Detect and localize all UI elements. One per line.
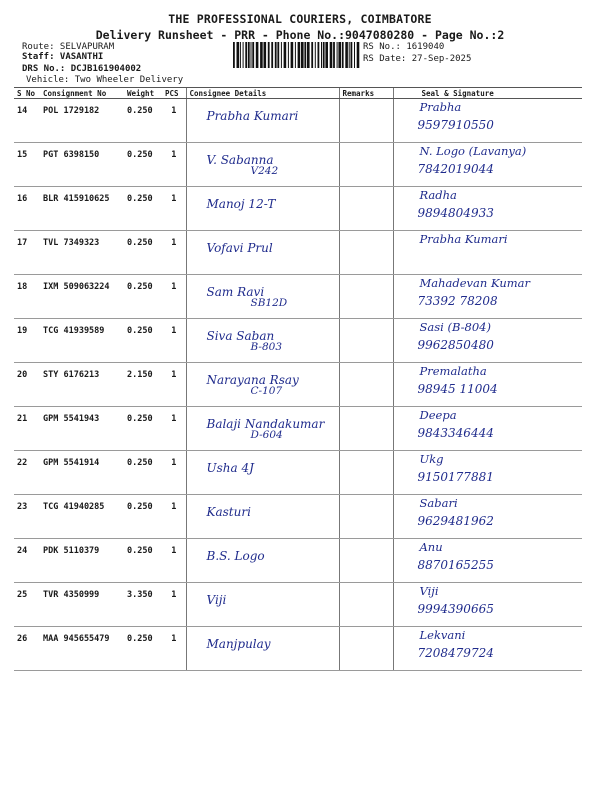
row-consignment-no: STY 6176213 bbox=[40, 363, 124, 407]
consignee-handwriting: Viji bbox=[206, 593, 227, 607]
signature-handwriting: Lekvani bbox=[419, 628, 466, 642]
row-sno: 14 bbox=[14, 99, 40, 143]
row-signature bbox=[393, 187, 582, 231]
table-row bbox=[14, 363, 582, 407]
row-remarks bbox=[339, 495, 393, 539]
row-signature bbox=[393, 99, 582, 143]
consignee-handwriting: B.S. Logo bbox=[206, 549, 265, 563]
row-consignment-no: PGT 6398150 bbox=[40, 143, 124, 187]
row-sno: 15 bbox=[14, 143, 40, 187]
row-weight: 0.250 bbox=[124, 495, 162, 539]
document-title: THE PROFESSIONAL COURIERS, COIMBATORE bbox=[168, 12, 432, 26]
consignee-handwriting: Sam Ravi bbox=[206, 285, 265, 299]
row-remarks bbox=[339, 187, 393, 231]
row-sno: 24 bbox=[14, 539, 40, 583]
signature-phone: 9843346444 bbox=[417, 426, 494, 440]
row-remarks bbox=[339, 539, 393, 583]
col-header-remarks: Remarks bbox=[339, 88, 393, 99]
consignee-handwriting: V. Sabanna bbox=[206, 153, 274, 167]
signature-phone: 8870165255 bbox=[417, 558, 494, 572]
row-pcs: 1 bbox=[162, 583, 186, 627]
row-consignee bbox=[186, 187, 339, 231]
drs-number: DRS No.: DCJB161904002 bbox=[22, 64, 142, 74]
consignee-handwriting: Siva Saban bbox=[206, 329, 275, 343]
barcode-icon bbox=[233, 42, 361, 68]
row-sno: 21 bbox=[14, 407, 40, 451]
signature-handwriting: Mahadevan Kumar bbox=[419, 276, 530, 290]
row-consignee bbox=[186, 275, 339, 319]
table-row bbox=[14, 539, 582, 583]
row-weight: 0.250 bbox=[124, 319, 162, 363]
row-pcs: 1 bbox=[162, 99, 186, 143]
row-signature bbox=[393, 495, 582, 539]
row-signature bbox=[393, 319, 582, 363]
row-remarks bbox=[339, 275, 393, 319]
signature-handwriting: N. Logo (Lavanya) bbox=[419, 144, 527, 158]
row-remarks bbox=[339, 99, 393, 143]
table-row bbox=[14, 583, 582, 627]
row-pcs: 1 bbox=[162, 275, 186, 319]
consignee-flat: B-803 bbox=[250, 341, 282, 353]
signature-phone: 9597910550 bbox=[417, 118, 494, 132]
row-remarks bbox=[339, 319, 393, 363]
row-pcs: 1 bbox=[162, 451, 186, 495]
signature-phone: 9894804933 bbox=[417, 206, 494, 220]
row-consignee bbox=[186, 583, 339, 627]
signature-handwriting: Viji bbox=[419, 584, 439, 598]
row-consignment-no: TCG 41939589 bbox=[40, 319, 124, 363]
row-signature bbox=[393, 451, 582, 495]
table-row bbox=[14, 407, 582, 451]
signature-phone: 7842019044 bbox=[417, 162, 494, 176]
rs-number: RS No.: 1619040 bbox=[363, 42, 445, 52]
table-row bbox=[14, 231, 582, 275]
col-header-consignment: Consignment No bbox=[40, 88, 124, 99]
signature-phone: 98945 11004 bbox=[417, 382, 498, 396]
signature-handwriting: Ukg bbox=[419, 452, 444, 466]
table-header-row bbox=[14, 88, 582, 99]
consignee-flat: D-604 bbox=[250, 429, 283, 441]
row-remarks bbox=[339, 231, 393, 275]
consignee-handwriting: Vofavi Prul bbox=[206, 241, 273, 255]
row-consignment-no: IXM 509063224 bbox=[40, 275, 124, 319]
col-header-consignee: Consignee Details bbox=[186, 88, 339, 99]
row-weight: 0.250 bbox=[124, 187, 162, 231]
signature-handwriting: Premalatha bbox=[419, 364, 487, 378]
signature-handwriting: Sabari bbox=[419, 496, 458, 510]
table-row bbox=[14, 495, 582, 539]
col-header-weight: Weight bbox=[124, 88, 162, 99]
row-weight: 0.250 bbox=[124, 451, 162, 495]
signature-phone: 9994390665 bbox=[417, 602, 494, 616]
row-weight: 3.350 bbox=[124, 583, 162, 627]
row-sno: 26 bbox=[14, 627, 40, 671]
row-consignee bbox=[186, 495, 339, 539]
rs-date: RS Date: 27-Sep-2025 bbox=[363, 54, 472, 64]
consignee-flat: V242 bbox=[250, 165, 279, 177]
vehicle-label: Vehicle: Two Wheeler Delivery bbox=[26, 75, 184, 85]
consignee-handwriting: Balaji Nandakumar bbox=[206, 417, 325, 431]
table-row bbox=[14, 451, 582, 495]
row-sno: 16 bbox=[14, 187, 40, 231]
row-pcs: 1 bbox=[162, 143, 186, 187]
row-signature bbox=[393, 583, 582, 627]
row-remarks bbox=[339, 407, 393, 451]
signature-handwriting: Anu bbox=[419, 540, 443, 554]
row-consignment-no: TVL 7349323 bbox=[40, 231, 124, 275]
route-label: Route: SELVAPURAM bbox=[22, 42, 115, 52]
row-weight: 0.250 bbox=[124, 407, 162, 451]
consignee-handwriting: Prabha Kumari bbox=[206, 109, 299, 123]
col-header-sno: S No bbox=[14, 88, 40, 99]
row-signature bbox=[393, 539, 582, 583]
row-remarks bbox=[339, 583, 393, 627]
table-row bbox=[14, 99, 582, 143]
consignee-handwriting: Narayana Rsay bbox=[206, 373, 299, 387]
col-header-signature: Seal & Signature bbox=[393, 88, 582, 99]
row-pcs: 1 bbox=[162, 363, 186, 407]
consignee-handwriting: Kasturi bbox=[206, 505, 251, 519]
row-pcs: 1 bbox=[162, 319, 186, 363]
signature-phone: 73392 78208 bbox=[417, 294, 498, 308]
row-consignee bbox=[186, 143, 339, 187]
row-consignee bbox=[186, 231, 339, 275]
row-sno: 25 bbox=[14, 583, 40, 627]
row-pcs: 1 bbox=[162, 495, 186, 539]
signature-phone: 9629481962 bbox=[417, 514, 494, 528]
row-sno: 19 bbox=[14, 319, 40, 363]
row-weight: 0.250 bbox=[124, 539, 162, 583]
row-weight: 0.250 bbox=[124, 275, 162, 319]
row-consignee bbox=[186, 407, 339, 451]
row-consignment-no: TVR 4350999 bbox=[40, 583, 124, 627]
row-consignment-no: GPM 5541914 bbox=[40, 451, 124, 495]
signature-handwriting: Deepa bbox=[419, 408, 457, 422]
consignee-flat: C-107 bbox=[250, 385, 283, 397]
row-signature bbox=[393, 407, 582, 451]
row-sno: 23 bbox=[14, 495, 40, 539]
row-sno: 22 bbox=[14, 451, 40, 495]
row-consignment-no: TCG 41940285 bbox=[40, 495, 124, 539]
signature-handwriting: Sasi (B-804) bbox=[419, 320, 491, 334]
row-consignee bbox=[186, 627, 339, 671]
signature-phone: 9962850480 bbox=[417, 338, 494, 352]
row-consignment-no: BLR 415910625 bbox=[40, 187, 124, 231]
row-pcs: 1 bbox=[162, 231, 186, 275]
consignee-flat: SB12D bbox=[250, 297, 288, 309]
row-signature bbox=[393, 143, 582, 187]
row-remarks bbox=[339, 143, 393, 187]
table-row bbox=[14, 187, 582, 231]
row-signature bbox=[393, 363, 582, 407]
staff-label: Staff: VASANTHI bbox=[22, 52, 104, 62]
row-consignee bbox=[186, 363, 339, 407]
signature-phone: 9150177881 bbox=[417, 470, 494, 484]
row-pcs: 1 bbox=[162, 187, 186, 231]
consignee-handwriting: Manoj 12-T bbox=[206, 197, 276, 211]
row-remarks bbox=[339, 627, 393, 671]
col-header-pcs: PCS bbox=[162, 88, 186, 99]
row-pcs: 1 bbox=[162, 407, 186, 451]
row-consignee bbox=[186, 319, 339, 363]
row-consignee bbox=[186, 99, 339, 143]
table-row bbox=[14, 627, 582, 671]
row-signature bbox=[393, 231, 582, 275]
table-row bbox=[14, 143, 582, 187]
row-weight: 0.250 bbox=[124, 143, 162, 187]
signature-handwriting: Prabha bbox=[419, 100, 462, 114]
runsheet-table bbox=[14, 87, 582, 671]
signature-handwriting: Radha bbox=[419, 188, 457, 202]
consignee-handwriting: Usha 4J bbox=[206, 461, 254, 475]
signature-phone: 7208479724 bbox=[417, 646, 494, 660]
row-sno: 17 bbox=[14, 231, 40, 275]
row-sno: 20 bbox=[14, 363, 40, 407]
row-consignment-no: PDK 5110379 bbox=[40, 539, 124, 583]
row-weight: 0.250 bbox=[124, 627, 162, 671]
row-consignee bbox=[186, 539, 339, 583]
row-pcs: 1 bbox=[162, 627, 186, 671]
row-sno: 18 bbox=[14, 275, 40, 319]
signature-handwriting: Prabha Kumari bbox=[419, 232, 508, 246]
row-remarks bbox=[339, 363, 393, 407]
row-weight: 0.250 bbox=[124, 99, 162, 143]
row-consignee bbox=[186, 451, 339, 495]
row-pcs: 1 bbox=[162, 539, 186, 583]
row-signature bbox=[393, 627, 582, 671]
row-remarks bbox=[339, 451, 393, 495]
table-row bbox=[14, 275, 582, 319]
row-weight: 0.250 bbox=[124, 231, 162, 275]
table-row bbox=[14, 319, 582, 363]
row-consignment-no: POL 1729182 bbox=[40, 99, 124, 143]
row-weight: 2.150 bbox=[124, 363, 162, 407]
row-signature bbox=[393, 275, 582, 319]
consignee-handwriting: Manjpulay bbox=[206, 637, 271, 651]
row-consignment-no: GPM 5541943 bbox=[40, 407, 124, 451]
document-subtitle: Delivery Runsheet - PRR - Phone No.:9047080280 - Page No.:2 bbox=[95, 28, 505, 42]
row-consignment-no: MAA 945655479 bbox=[40, 627, 124, 671]
